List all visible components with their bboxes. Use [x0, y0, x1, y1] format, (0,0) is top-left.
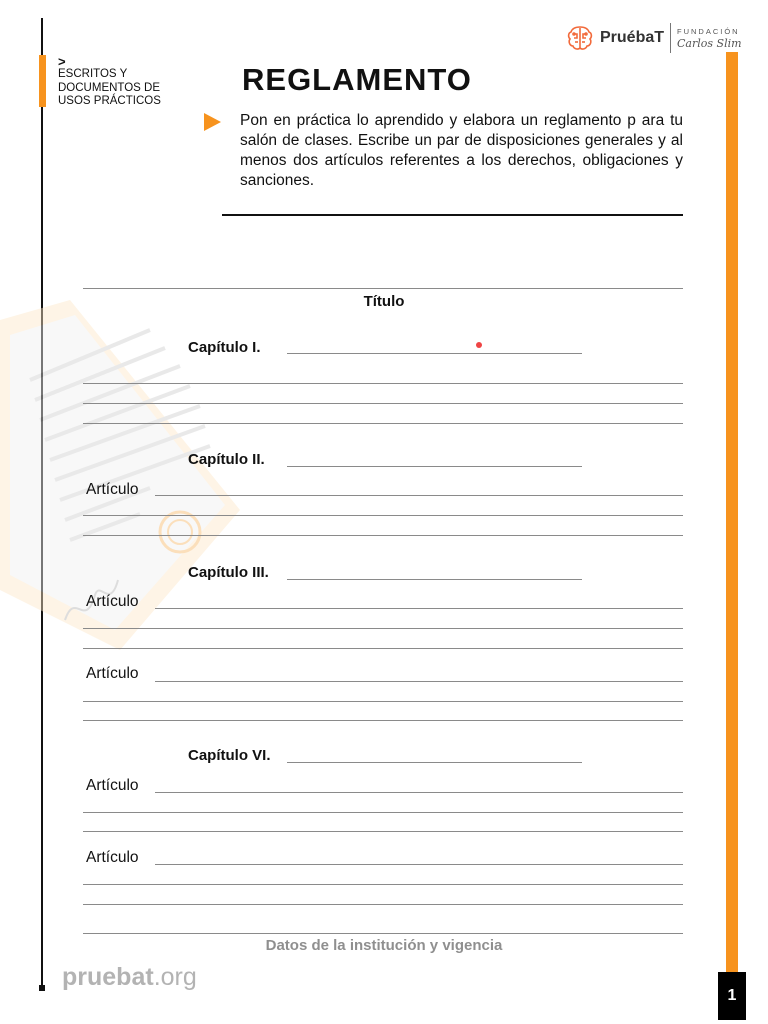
- writing-line[interactable]: [83, 701, 683, 702]
- form-bottom-rule[interactable]: [83, 933, 683, 934]
- writing-line[interactable]: [83, 904, 683, 905]
- instructions-text: Pon en práctica lo aprendido y elabora un reglamento p ara tu salón de clases. Escribe un par de disposiciones generales y al menos dos artículos referentes a los derechos, obligaciones y sanciones.: [240, 112, 683, 189]
- writing-line[interactable]: [83, 628, 683, 629]
- site-url[interactable]: [62, 963, 197, 992]
- writing-line[interactable]: [83, 812, 683, 813]
- writing-line[interactable]: [83, 515, 683, 516]
- chapter-6-label: Capítulo VI.: [188, 747, 271, 764]
- chapter-3-blank[interactable]: [287, 579, 582, 580]
- brand-logo: [566, 18, 742, 58]
- article-label: Artículo: [86, 849, 139, 866]
- title-label: Título: [363, 293, 405, 310]
- article-blank[interactable]: [155, 681, 683, 682]
- chapter-3-label: Capítulo III.: [188, 564, 269, 581]
- article-label: Artículo: [86, 593, 139, 610]
- institution-data-label: Datos de la institución y vigencia: [265, 937, 503, 954]
- right-accent-bar: [726, 52, 738, 987]
- writing-line[interactable]: [83, 403, 683, 404]
- writing-line[interactable]: [83, 884, 683, 885]
- section-line-1: ESCRITOS Y: [58, 68, 128, 80]
- section-line-2: DOCUMENTOS DE: [58, 81, 161, 94]
- writing-line[interactable]: [83, 648, 683, 649]
- spine-end-square: [39, 985, 45, 991]
- chapter-1-blank[interactable]: [287, 353, 582, 354]
- section-label: [58, 56, 178, 109]
- writing-line[interactable]: [83, 383, 683, 384]
- article-blank[interactable]: [155, 792, 683, 793]
- writing-line[interactable]: [83, 535, 683, 536]
- foundation-signature: Carlos Slim: [677, 37, 742, 50]
- article-blank[interactable]: [155, 608, 683, 609]
- writing-line[interactable]: [83, 831, 683, 832]
- site-tld: .org: [153, 963, 197, 991]
- page-number: 1: [718, 972, 746, 1020]
- brand-name: PruébaT: [600, 29, 665, 46]
- foundation-logo: [677, 26, 742, 50]
- red-dot-marker: [476, 342, 482, 348]
- foundation-label: FUNDACIÓN: [677, 27, 740, 36]
- article-blank[interactable]: [155, 864, 683, 865]
- article-label: Artículo: [86, 481, 139, 498]
- chapter-2-blank[interactable]: [287, 466, 582, 467]
- writing-line[interactable]: [83, 423, 683, 424]
- instructions-underline: [222, 214, 683, 216]
- play-triangle-icon: [204, 113, 221, 131]
- form-top-rule: [83, 288, 683, 289]
- brain-icon: [566, 24, 594, 52]
- article-blank[interactable]: [155, 495, 683, 496]
- section-line-3: USOS PRÁCTICOS: [58, 95, 161, 107]
- chapter-1-label: Capítulo I.: [188, 339, 261, 356]
- site-name: pruebat: [62, 963, 154, 991]
- chapter-2-label: Capítulo II.: [188, 451, 265, 468]
- article-label: Artículo: [86, 665, 139, 682]
- article-label: Artículo: [86, 777, 139, 794]
- page-title: REGLAMENTO: [242, 62, 472, 97]
- section-arrow: >: [58, 54, 66, 69]
- logo-divider: [670, 23, 671, 53]
- section-accent-bar: [39, 55, 46, 107]
- chapter-6-blank[interactable]: [287, 762, 582, 763]
- writing-line[interactable]: [83, 720, 683, 721]
